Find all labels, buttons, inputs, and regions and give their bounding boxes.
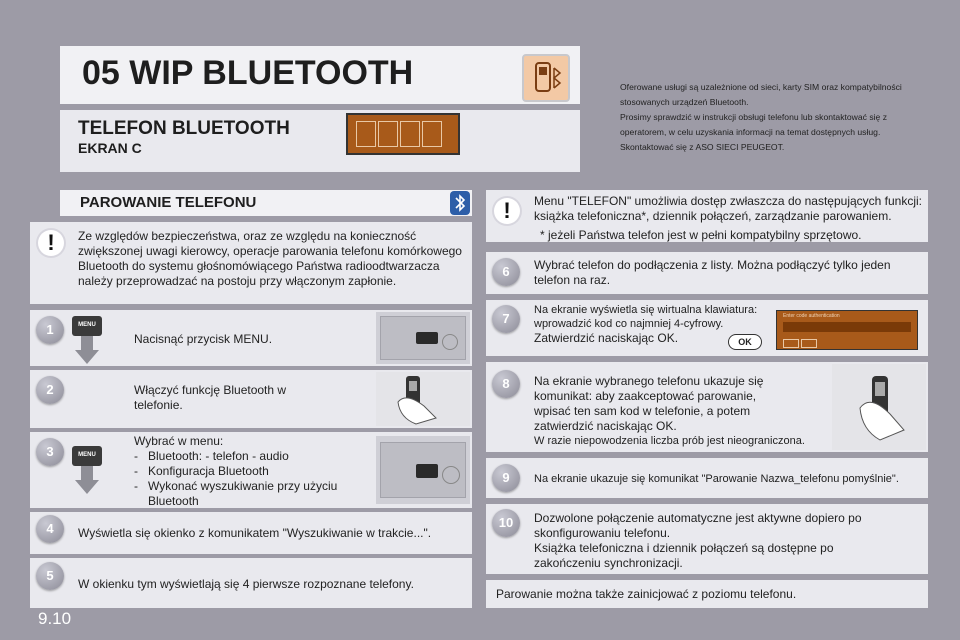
step-5-text: W okienku tym wyświetlają się 4 pierwsze rozpoznane telefony. [78,577,414,591]
menu-button-icon [72,316,106,362]
warning-icon: ! [38,230,64,256]
step-number: 3 [36,438,64,466]
notice-line: operatorem, w celu uzyskania informacji na temat dostępnych usług. [620,127,881,137]
step-7-text-main: Na ekranie wyświetla się wirtualna klawiatura: wprowadzić kod co najmniej 4-cyfrowy. [534,304,758,330]
step-1-text: Nacisnąć przycisk MENU. [134,332,273,346]
step-7-text-confirm: Zatwierdzić naciskając OK. [534,331,679,345]
step-number: 1 [36,316,64,344]
step-10-text-main: Dozwolone połączenie automatyczne jest aktywne dopiero po skonfigurowaniu telefonu. [534,511,862,540]
phone-bluetooth-icon [522,54,570,102]
notice-line: Skontaktować się z ASO SIECI PEUGEOT. [620,142,785,152]
hand-phone-image [832,364,926,450]
menu-button-icon [72,446,106,496]
notice-line: stosowanych urządzeń Bluetooth. [620,97,749,107]
menu-path-item: - Bluetooth: - telefon - audio [134,449,364,464]
hand-phone-image [376,372,470,426]
bottom-note-text: Parowanie można także zainicjować z poziomu telefonu. [496,587,797,601]
step-number: 6 [492,258,520,286]
step-number: 9 [492,464,520,492]
service-notice [620,80,930,155]
step-4-text: Wyświetla się okienko z komunikatem "Wyszukiwanie w trakcie...". [78,526,432,540]
step-2-text: Włączyć funkcję Bluetooth w telefonie. [134,383,287,412]
notice-line: Oferowane usługi są uzależnione od sieci, karty SIM oraz kompatybilności [620,82,902,92]
ok-button[interactable]: OK [728,334,762,350]
page-number: 9.10 [38,609,72,628]
step-number: 10 [492,509,520,537]
step-6-text: Wybrać telefon do podłączenia z listy. Można podłączyć tylko jeden telefon na raz. [534,258,891,287]
virtual-keyboard-screen [776,310,918,350]
menu-path-item: - Konfiguracja Bluetooth [134,464,364,479]
menu-button-label: MENU [78,452,96,458]
section-subtitle: EKRAN C [78,140,142,156]
step-number: 8 [492,370,520,398]
warning-icon: ! [494,198,520,224]
pairing-heading: PAROWANIE TELEFONU [80,194,257,211]
step-8-text [534,374,830,449]
step-8-text-main: Na ekranie wybranego telefonu ukazuje się komunikat: aby zaakceptować parowanie, wpisać ten sam kod w telefonie, a potem zatwierdzić naciskając OK. [534,374,764,433]
section-title: TELEFON BLUETOOTH [78,118,290,139]
step-3-intro: Wybrać w menu: [134,434,224,448]
virtual-keyboard-title: Enter code authentication [783,313,840,319]
menu-button-label: MENU [78,322,96,328]
step-number: 4 [36,515,64,543]
step-3-text [134,434,364,509]
radio-panel-image [376,436,470,504]
screen-c-thumbnail [346,113,460,155]
step-number: 5 [36,562,64,590]
step-number: 7 [492,305,520,333]
step-number: 2 [36,376,64,404]
bluetooth-icon [450,191,470,215]
compatibility-footnote: * jeżeli Państwa telefon jest w pełni kompatybilny sprzętowo. [540,228,862,242]
safety-warning-text: Ze względów bezpieczeństwa, oraz ze względu na konieczność zwiększonej uwagi kierowcy, operacje parowania telefonu komórkowego Bluetooth do systemu głośnomówiącego Państwa radioodtwarzacza należy przeprowadzać na postoju przy włączonym zapłonie. [78,229,462,288]
phone-menu-info-text: Menu "TELEFON" umożliwia dostęp zwłaszcza do następujących funkcji: książka telefoniczna*, dziennik połączeń, zarządzanie parowaniem. [534,194,923,223]
radio-panel-image [376,312,470,364]
chapter-title: 05 WIP BLUETOOTH [82,54,414,92]
menu-path-item: - Wykonać wyszukiwanie przy użyciu Bluetooth [134,479,364,509]
step-9-text: Na ekranie ukazuje się komunikat "Parowanie Nazwa_telefonu pomyślnie". [534,473,899,485]
notice-line: Prosimy sprawdzić w instrukcji obsługi telefonu lub skontaktować się z [620,112,887,122]
step-10-text-sync: Książka telefoniczna i dziennik połączeń są dostępne po zakończeniu synchronizacji. [534,541,834,570]
step-8-text-retry: W razie niepowodzenia liczba prób jest nieograniczona. [534,435,805,447]
step-10-text [534,511,894,571]
